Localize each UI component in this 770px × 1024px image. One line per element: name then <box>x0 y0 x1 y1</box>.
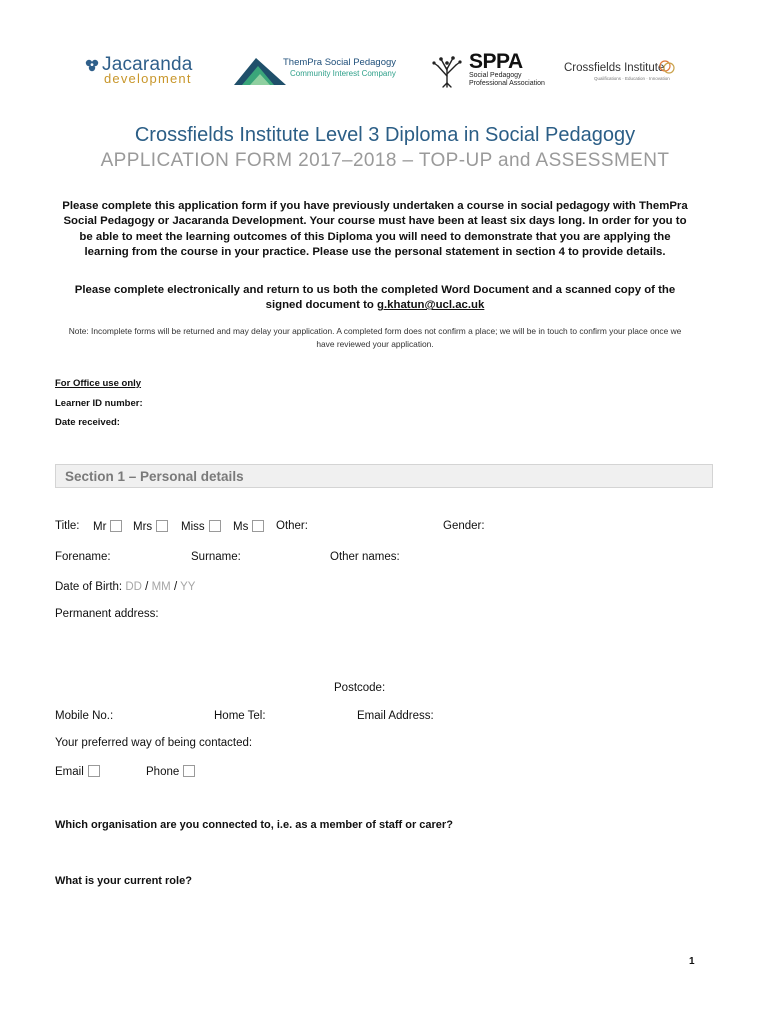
thempra-mountain-icon <box>234 54 286 86</box>
title-option-mr <box>93 520 122 533</box>
date-received-label: Date received: <box>55 417 120 428</box>
organisation-question: Which organisation are you connected to, i.e. as a member of staff or carer? <box>55 819 453 831</box>
phone-checkbox[interactable] <box>183 765 195 777</box>
contact-email-option <box>55 765 100 778</box>
section-1-header <box>55 464 713 488</box>
page-subtitle: APPLICATION FORM 2017–2018 – TOP-UP and ASSESSMENT <box>100 150 670 171</box>
dob-day-placeholder[interactable]: DD <box>125 581 142 593</box>
title-other-label: Other: <box>276 520 308 532</box>
page-number: 1 <box>689 956 695 967</box>
dob-year-placeholder[interactable]: YY <box>180 581 196 593</box>
intro-paragraph: Please complete this application form if you have previously undertaken a course in social pedagogy with ThemPra Social Pedagogy or Jacaranda Development. Your course must have been at least six days long. In order for you to be able to meet the learning outcomes of this Diploma you will need to demonstrate that you are applying the learning from the course in your practice. Please use the personal statement in section 4 to provide details. <box>62 200 688 258</box>
email-address-label: Email Address: <box>357 710 434 722</box>
submission-instructions <box>62 283 688 314</box>
jacaranda-flower-icon <box>84 58 100 74</box>
dob-separator: / <box>173 581 178 593</box>
current-role-question: What is your current role? <box>55 875 192 887</box>
jacaranda-name: Jacaranda <box>102 54 193 75</box>
dob-month-placeholder[interactable]: MM <box>151 581 171 593</box>
title-label: Title: <box>55 520 80 532</box>
title-ms-label: Ms <box>233 521 249 533</box>
incomplete-forms-note: Note: Incomplete forms will be returned and may delay your application. A completed form does not confirm a place; we will be in touch to confirm your place once we have reviewed your application. <box>68 326 682 349</box>
jacaranda-sub: development <box>104 71 192 86</box>
gender-label: Gender: <box>443 520 485 532</box>
title-mrs-label: Mrs <box>133 521 153 533</box>
mrs-checkbox[interactable] <box>156 520 168 532</box>
postcode-label: Postcode: <box>334 682 386 694</box>
ms-checkbox[interactable] <box>252 520 264 532</box>
title-option-ms <box>233 520 264 533</box>
miss-checkbox[interactable] <box>209 520 221 532</box>
crossfields-sub: Qualifications · Education · Innovation <box>594 76 670 81</box>
mobile-label: Mobile No.: <box>55 710 114 722</box>
sppa-logo <box>431 52 546 90</box>
sppa-sub: Social Pedagogy Professional Association <box>469 72 545 87</box>
preferred-contact-label: Your preferred way of being contacted: <box>55 737 253 749</box>
permanent-address-label: Permanent address: <box>55 608 159 620</box>
tree-icon <box>431 54 463 88</box>
contact-phone-option <box>146 765 195 778</box>
thempra-sub: Community Interest Company <box>290 69 396 78</box>
surname-label: Surname: <box>191 551 241 563</box>
crossfields-swirl-icon <box>658 58 676 76</box>
contact-email-link[interactable]: g.khatun@ucl.ac.uk <box>377 299 485 312</box>
dob-label: Date of Birth: <box>55 581 123 593</box>
title-miss-label: Miss <box>181 521 205 533</box>
crossfields-name: Crossfields Institute <box>564 62 665 74</box>
sppa-name: SPPA <box>469 50 523 73</box>
submission-text: Please complete electronically and return to us both the completed Word Document and a scanned copy of the signed document to <box>74 284 676 312</box>
page-title: Crossfields Institute Level 3 Diploma in Social Pedagogy <box>134 124 636 146</box>
jacaranda-logo <box>84 56 204 88</box>
title-option-mrs <box>133 520 168 533</box>
office-use-block <box>55 374 143 433</box>
email-checkbox[interactable] <box>88 765 100 777</box>
office-use-heading: For Office use only <box>55 378 142 389</box>
learner-id-label: Learner ID number: <box>55 397 143 409</box>
thempra-name: ThemPra Social Pedagogy <box>283 57 397 68</box>
home-tel-label: Home Tel: <box>214 710 266 722</box>
section-1-title: Section 1 – Personal details <box>65 469 244 484</box>
contact-email-label: Email <box>55 766 84 778</box>
title-option-miss <box>181 520 221 533</box>
dob-separator: / <box>145 581 149 593</box>
thempra-logo <box>234 54 409 88</box>
forename-label: Forename: <box>55 551 111 563</box>
title-mr-label: Mr <box>93 521 107 533</box>
contact-phone-label: Phone <box>146 766 180 778</box>
crossfields-logo <box>564 58 679 88</box>
date-of-birth-field <box>55 581 195 593</box>
other-names-label: Other names: <box>330 551 400 563</box>
mr-checkbox[interactable] <box>110 520 122 532</box>
